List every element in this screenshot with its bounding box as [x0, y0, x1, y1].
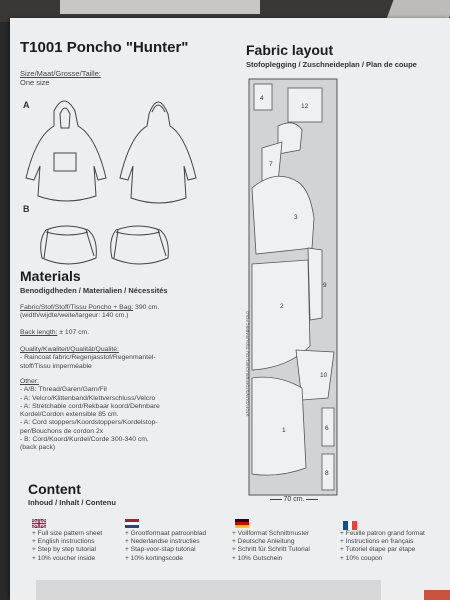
content-line: + 10% Gutschein — [232, 554, 283, 562]
content-column-fr — [340, 530, 445, 563]
dutch-flag-icon — [125, 515, 139, 524]
piece-number-2: 2 — [280, 303, 284, 310]
content-line: + Feuille patron grand format — [340, 530, 425, 537]
quality-section — [20, 346, 240, 371]
materials-heading: Materials — [20, 268, 81, 284]
piece-number-8: 8 — [325, 470, 329, 477]
content-line: + Tutoriel étape par étape — [340, 546, 416, 554]
other-line: per/Bouchons de cordon 2x — [20, 427, 104, 435]
fabric-label: Fabric/Stof/Stoff/Tissu Poncho + Bag: — [20, 304, 134, 311]
content-line: + Step by step tutorial — [32, 546, 96, 554]
size-value: One size — [20, 78, 50, 87]
piece-number-1: 1 — [282, 427, 286, 434]
piece-number-4: 4 — [260, 95, 264, 102]
bottom-strip — [36, 580, 381, 600]
fabric-fold-label: STOFVOUW/STOFFBRUCH/PLI DU TISSU/FABRIC FOLD — [244, 310, 250, 417]
fabric-value: 390 cm. — [135, 304, 160, 311]
uk-flag-icon — [32, 515, 46, 524]
background-paper-strip — [60, 0, 260, 14]
size-label: Size/Maat/Grosse/Taille: — [20, 69, 101, 78]
piece-number-3: 3 — [294, 214, 298, 221]
content-line: + 10% coupon — [340, 554, 383, 562]
quality-label: Quality/Kwaliteit/Qualität/Qualité: — [20, 346, 119, 353]
content-subheading: Inhoud / Inhalt / Contenu — [28, 498, 116, 507]
fabric-layout-diagram — [248, 78, 338, 496]
fabric-requirements — [20, 304, 240, 321]
poncho-back-drawing — [120, 102, 196, 203]
piece-number-12: 12 — [301, 103, 309, 110]
poncho-illustrations — [16, 88, 206, 272]
view-a-label: A — [23, 100, 30, 110]
fabric-width: (width/wijdte/weite/largeur: 140 cm.) — [20, 312, 129, 320]
german-flag-icon — [235, 515, 249, 524]
content-heading: Content — [28, 481, 81, 497]
fabric-width-measure — [256, 496, 332, 503]
quality-line: - Raincoat fabric/Regenjasstof/Regenmantel- — [20, 354, 156, 362]
content-line: + Deutsche Anleitung — [232, 538, 295, 546]
other-line: - A/B: Thread/Garen/Garn/Fil — [20, 386, 107, 394]
pattern-envelope-back — [10, 18, 450, 600]
piece-number-7: 7 — [269, 161, 273, 168]
background-red-corner — [424, 590, 450, 600]
content-line: + Grootformaat patroonblad — [125, 530, 207, 537]
piece-number-6: 6 — [325, 425, 329, 432]
fabric-width-label: 70 cm. — [283, 496, 305, 503]
piece-1-shape — [252, 377, 306, 475]
other-section — [20, 378, 245, 453]
other-line: - B: Cord/Koord/Kurdel/Corde 300-340 cm. — [20, 436, 149, 444]
poncho-front-drawing — [26, 101, 106, 201]
other-line: Kordel/Cordon extensible 85 cm. — [20, 411, 119, 419]
content-line: + English instructions — [32, 538, 95, 546]
content-line: + Instructions en français — [340, 538, 414, 546]
content-line: + Vollformat Schnittmuster — [232, 530, 310, 537]
content-line: + Nederlandse instructies — [125, 538, 200, 546]
content-line: + 10% voucher inside — [32, 554, 96, 562]
back-length — [20, 329, 89, 337]
piece-9-shape — [308, 248, 322, 320]
content-line: + Full size pattern sheet — [32, 530, 103, 537]
content-column-de — [232, 530, 337, 563]
other-line: - A: Cord stoppers/Koordstoppers/Kordelstop- — [20, 419, 158, 427]
fabric-layout-heading: Fabric layout — [246, 42, 334, 58]
quality-line: stoff/Tissu imperméable — [20, 362, 92, 370]
fabric-fold-label-wrap — [239, 258, 250, 418]
piece-number-10: 10 — [320, 372, 328, 379]
content-column-en — [32, 530, 137, 563]
content-line: + Stap-voor-stap tutorial — [125, 546, 196, 554]
materials-subheading: Benodigdheden / Materialien / Nécessités — [20, 286, 168, 295]
other-line: - A: Velcro/Klittenband/Klettverschluss/Velcro — [20, 394, 156, 402]
back-length-value: ± 107 cm. — [59, 329, 90, 336]
other-line: (back pack) — [20, 444, 56, 452]
content-column-nl — [125, 530, 230, 563]
other-line: - A: Stretchable cord/Rekbaar koord/Dehnbare — [20, 402, 160, 410]
pattern-title: T1001 Poncho "Hunter" — [20, 39, 189, 56]
back-length-label: Back length: — [20, 329, 58, 336]
piece-number-9: 9 — [323, 282, 327, 289]
bag-a-drawing — [41, 226, 97, 264]
content-line: + Schritt für Schritt Tutorial — [232, 546, 310, 554]
view-b-label: B — [23, 204, 30, 214]
french-flag-icon — [343, 517, 357, 526]
other-label: Other: — [20, 378, 39, 385]
fabric-layout-subheading: Stofoplegging / Zuschneideplan / Plan de coupe — [246, 60, 417, 69]
content-line: + 10% kortingscode — [125, 554, 184, 562]
